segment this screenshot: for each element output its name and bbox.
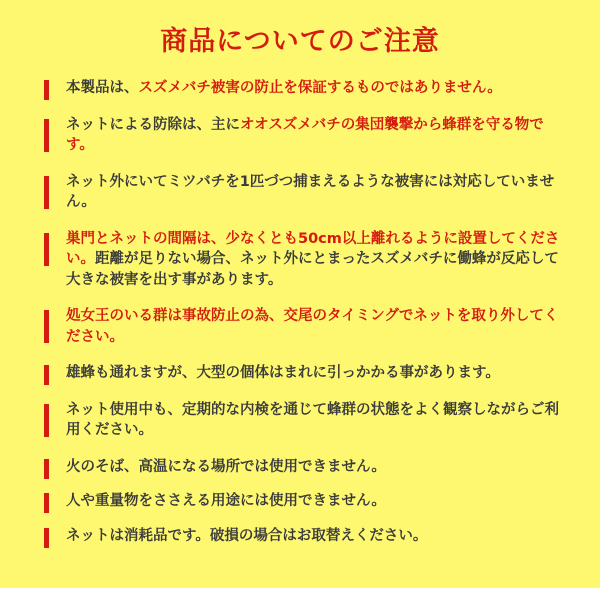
note-text: 火のそば、高温になる場所では使用できません。: [66, 458, 386, 475]
note-text: 雄蜂も通れますが、大型の個体はまれに引っかかる事があります。: [66, 365, 500, 381]
bullet-bar: [44, 365, 49, 385]
note-text-emphasis: 処女王のいる群は事故防止の為、交尾のタイミングでネットを取り外してください。: [66, 308, 559, 345]
bullet-bar: [44, 459, 49, 479]
bullet-bar: [44, 493, 49, 513]
bullet-bar: [44, 233, 49, 266]
note-text: 本製品は、: [66, 80, 139, 96]
note-item: [44, 306, 564, 347]
note-item: [44, 491, 564, 512]
note-text-emphasis: オオスズメバチの集団襲撃から蜂群を守る物です。: [66, 116, 544, 153]
bullet-bar: [44, 310, 49, 343]
note-text-emphasis: 巣門とネットの間隔は、少なくとも50cm以上離れるように設置してください。: [66, 230, 560, 267]
bullet-bar: [44, 528, 49, 548]
note-item: [44, 172, 564, 213]
bullet-bar: [44, 176, 49, 209]
note-text: ネットは消耗品です。破損の場合はお取替えください。: [66, 527, 428, 544]
bullet-bar: [44, 404, 49, 437]
note-text: ネット外にいてミツバチを1匹づつ捕まえるような被害には対応していません。: [66, 173, 555, 210]
note-text-emphasis: スズメバチ被害の防止を保証するものではありません。: [138, 80, 502, 96]
page-title: 商品についてのご注意: [160, 26, 440, 57]
note-item: [44, 115, 564, 156]
bullet-bar: [44, 119, 49, 152]
bullet-bar: [44, 80, 49, 100]
note-text: ネット使用中も、定期的な内検を通じて蜂群の状態をよく観察しながらご利用ください。: [66, 401, 559, 438]
note-item: [44, 457, 564, 478]
note-item: [44, 526, 564, 547]
note-item: [44, 400, 564, 441]
notes-list: [44, 78, 564, 560]
note-item: [44, 363, 564, 384]
note-text: ネットによる防除は、主に: [66, 116, 240, 133]
note-text: 人や重量物をささえる用途には使用できません。: [66, 493, 386, 509]
note-item: [44, 229, 564, 291]
note-text: 距離が足りない場合、ネット外にとまったスズメバチに働蜂が反応して大きな被害を出す事があります。: [66, 251, 559, 288]
note-item: [44, 78, 564, 99]
